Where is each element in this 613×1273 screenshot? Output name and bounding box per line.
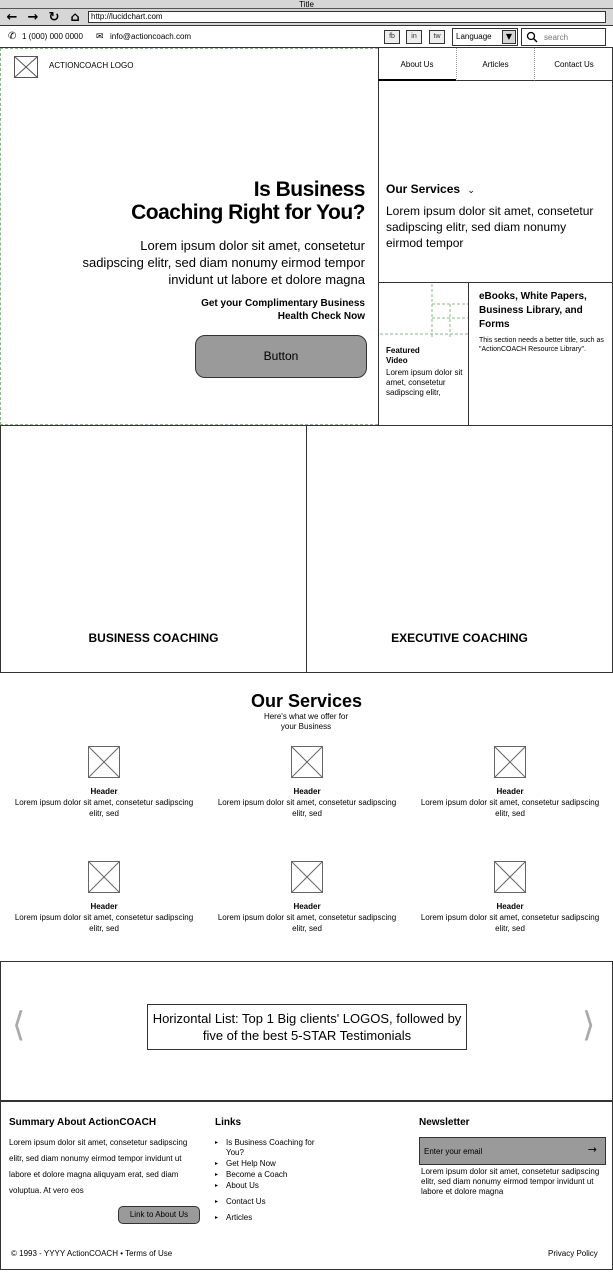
- service-card-header: Header: [293, 902, 321, 911]
- forward-arrow-icon[interactable]: →: [27, 10, 39, 25]
- footer-link[interactable]: ▸ Is Business Coaching for You?: [215, 1138, 315, 1158]
- copyright-text[interactable]: © 1993 - YYYY ActionCOACH • Terms of Use: [11, 1249, 173, 1258]
- executive-coaching-label: EXECUTIVE COACHING: [391, 631, 528, 645]
- services-heading: Our Services: [386, 182, 461, 196]
- language-select[interactable]: [452, 28, 518, 46]
- newsletter-text: Lorem ipsum dolor sit amet, consetetur sadipscing elitr, sed diam nonumy eirmod tempor invidunt ut labore et dolore magna: [421, 1167, 600, 1196]
- footer-summary-title: Summary About ActionCOACH: [9, 1117, 157, 1128]
- chevron-down-icon[interactable]: ▼: [502, 30, 516, 44]
- featured-video-thumbnail[interactable]: [380, 284, 468, 338]
- service-card-header: Header: [90, 787, 118, 796]
- business-coaching-label: BUSINESS COACHING: [88, 631, 219, 645]
- search-box[interactable]: [521, 28, 606, 46]
- footer-link[interactable]: ▸ Articles: [215, 1213, 325, 1223]
- service-card-header: Header: [496, 902, 524, 911]
- hero-body-text: Lorem ipsum dolor sit amet, consetetur sadipscing elitr, sed diam nonumy eirmod tempor invidunt ut labore et dolore magna: [82, 238, 365, 287]
- services-section-subtitle: Here's what we offer for your Business: [263, 712, 349, 731]
- service-card[interactable]: [420, 861, 600, 934]
- service-card-header: Header: [90, 902, 118, 911]
- twitter-icon[interactable]: tw: [429, 30, 445, 44]
- hero-cta-text: [150, 297, 365, 323]
- email-link[interactable]: info@actioncoach.com: [110, 32, 192, 41]
- featured-video-text: Lorem ipsum dolor sit amet, consetetur sadipscing elitr,: [386, 368, 463, 397]
- image-placeholder-icon: [291, 746, 323, 778]
- executive-coaching-panel[interactable]: [306, 425, 613, 673]
- newsletter-email-input[interactable]: [424, 1145, 574, 1157]
- back-arrow-icon[interactable]: ←: [6, 10, 18, 25]
- image-placeholder-icon: [88, 861, 120, 893]
- privacy-policy-link[interactable]: Privacy Policy: [548, 1249, 598, 1258]
- search-icon: [526, 31, 538, 43]
- resources-title[interactable]: eBooks, White Papers, Business Library, and Forms: [479, 291, 587, 330]
- service-card[interactable]: [217, 861, 397, 934]
- service-card-header: Header: [496, 787, 524, 796]
- chevron-down-icon: ⌄: [467, 186, 475, 196]
- url-text: http://lucidchart.com: [91, 12, 163, 21]
- business-coaching-panel[interactable]: [0, 425, 307, 673]
- phone-icon: ✆: [8, 31, 17, 42]
- window-title-bar: [0, 0, 613, 9]
- service-card-text: Lorem ipsum dolor sit amet, consetetur sadipscing elitr, sed: [14, 798, 194, 818]
- testimonials-placeholder: Horizontal List: Top 1 Big clients' LOGOS, followed by five of the best 5-STAR Testimonials: [147, 1004, 467, 1050]
- newsletter-form[interactable]: [419, 1137, 606, 1165]
- service-card-text: Lorem ipsum dolor sit amet, consetetur sadipscing elitr, sed: [217, 798, 397, 818]
- about-us-link-button[interactable]: Link to About Us: [118, 1206, 200, 1224]
- service-card[interactable]: [420, 746, 600, 819]
- featured-title-line-2: Video: [386, 356, 408, 365]
- divider: [468, 282, 469, 425]
- address-bar[interactable]: [88, 11, 606, 23]
- nav-tab-about-us[interactable]: About Us: [378, 48, 456, 81]
- mail-icon: ✉: [96, 32, 104, 42]
- footer-link[interactable]: ▸ About Us: [215, 1181, 325, 1191]
- facebook-icon[interactable]: fb: [384, 30, 400, 44]
- footer-links-title: Links: [215, 1117, 242, 1128]
- service-card[interactable]: [14, 746, 194, 819]
- footer-newsletter-title: Newsletter: [419, 1117, 470, 1128]
- hero-cta-line-1: Get your Complimentary Business: [201, 298, 365, 309]
- featured-video-title: [386, 346, 420, 366]
- utility-bar: [0, 27, 613, 48]
- footer-link[interactable]: ▸ Get Help Now: [215, 1159, 325, 1169]
- arrow-right-icon[interactable]: →: [587, 1143, 597, 1156]
- service-card-text: Lorem ipsum dolor sit amet, consetetur sadipscing elitr, sed: [14, 913, 194, 933]
- service-card-text: Lorem ipsum dolor sit amet, consetetur sadipscing elitr, sed: [217, 913, 397, 933]
- linkedin-icon[interactable]: in: [406, 30, 422, 44]
- image-placeholder-icon: [291, 861, 323, 893]
- services-dropdown[interactable]: [386, 181, 475, 199]
- window-title: Title: [299, 0, 314, 9]
- service-card-header: Header: [293, 787, 321, 796]
- footer-link[interactable]: ▸ Contact Us: [215, 1197, 325, 1207]
- featured-title-line-1: Featured: [386, 346, 420, 355]
- nav-tab-contact-us[interactable]: Contact Us: [534, 48, 613, 81]
- hero-title-line-1: Is Business: [253, 178, 365, 201]
- logo-text[interactable]: ACTIONCOACH LOGO: [49, 61, 134, 70]
- reload-icon[interactable]: ↻: [48, 10, 60, 25]
- hero-cta-line-2: Health Check Now: [277, 311, 365, 322]
- divider: [378, 282, 613, 283]
- footer-link[interactable]: ▸ Become a Coach: [215, 1170, 325, 1180]
- resources-text: This section needs a better title, such as "ActionCOACH Resource Library".: [479, 337, 604, 353]
- hero-button[interactable]: Button: [195, 335, 367, 378]
- service-card[interactable]: [14, 861, 194, 934]
- image-placeholder-icon: [494, 861, 526, 893]
- search-input[interactable]: [544, 31, 602, 43]
- services-section-title: Our Services: [250, 691, 363, 711]
- image-placeholder-icon: [494, 746, 526, 778]
- nav-tab-articles[interactable]: Articles: [456, 48, 534, 81]
- language-label: Language: [456, 32, 492, 41]
- phone-number[interactable]: 1 (000) 000 0000: [22, 32, 83, 41]
- chevron-right-icon[interactable]: ⟩: [582, 1005, 596, 1045]
- chevron-left-icon[interactable]: ⟨: [12, 1005, 26, 1045]
- logo-image-icon[interactable]: [14, 56, 38, 78]
- services-panel-text: Lorem ipsum dolor sit amet, consetetur sadipscing elitr, sed diam nonumy eirmod tempor: [386, 204, 594, 250]
- image-placeholder-icon: [88, 746, 120, 778]
- hero-title: [80, 178, 365, 224]
- service-card[interactable]: [217, 746, 397, 819]
- service-card-text: Lorem ipsum dolor sit amet, consetetur sadipscing elitr, sed: [420, 798, 600, 818]
- footer-links-list: [215, 1138, 325, 1224]
- footer-summary-text: Lorem ipsum dolor sit amet, consetetur sadipscing elitr, sed diam nonumy eirmod tempor invidunt ut labore et dolore magna aliquyam erat, sed diam voluptua. At vero eos: [9, 1138, 188, 1195]
- home-icon[interactable]: ⌂: [70, 10, 80, 25]
- service-card-text: Lorem ipsum dolor sit amet, consetetur sadipscing elitr, sed: [420, 913, 600, 933]
- hero-title-line-2: Coaching Right for You?: [131, 201, 365, 224]
